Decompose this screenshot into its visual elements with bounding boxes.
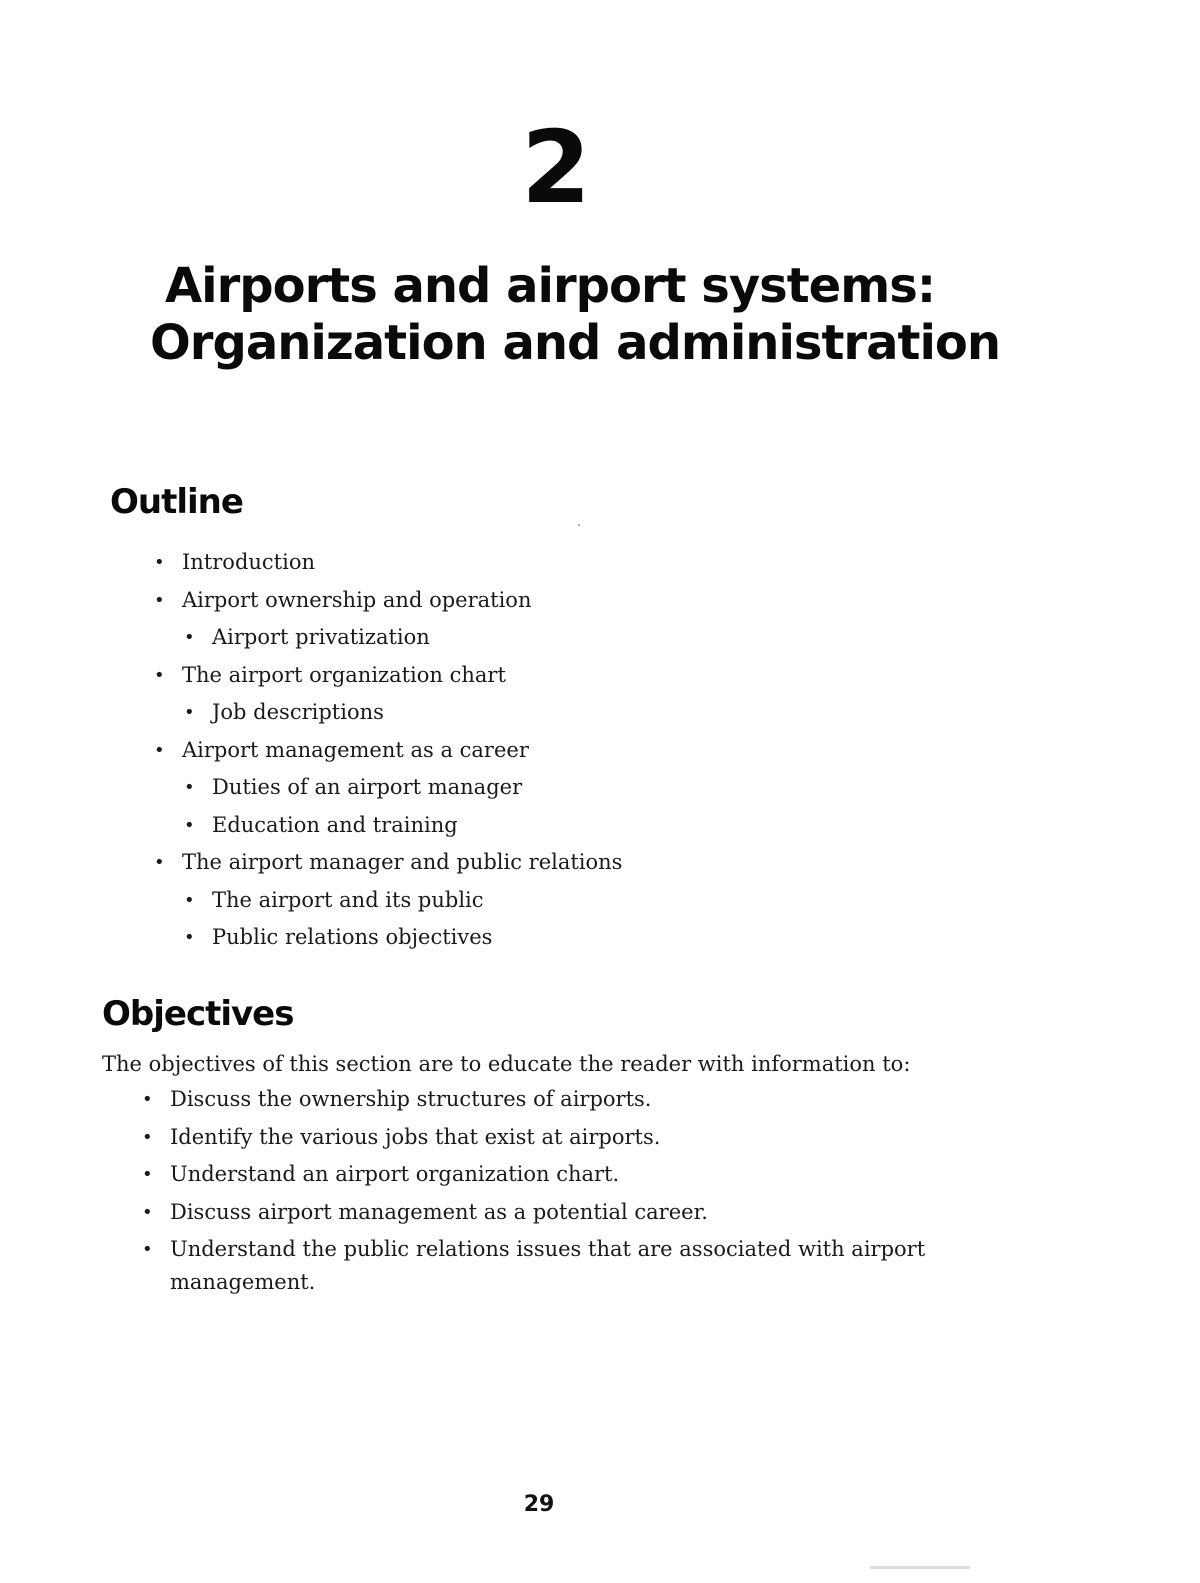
objective-text: Discuss the ownership structures of airports. [170, 1087, 652, 1111]
bullet-icon: • [184, 627, 195, 648]
outline-item [150, 582, 622, 620]
bullet-icon: • [154, 852, 165, 873]
bullet-icon: • [184, 927, 195, 948]
outline-subitem [150, 694, 622, 732]
bullet-icon: • [184, 702, 195, 723]
bullet-icon: • [154, 739, 165, 761]
outline-item-label: Introduction [182, 550, 315, 574]
chapter-title-line-1: Airports and airport systems: [164, 258, 936, 314]
bullet-icon: • [184, 777, 195, 798]
objective-item [140, 1196, 960, 1229]
objective-item [140, 1158, 960, 1191]
objective-text: Identify the various jobs that exist at airports. [170, 1124, 661, 1149]
objective-item [140, 1233, 960, 1299]
outline-item [150, 544, 622, 582]
bullet-icon: • [142, 1239, 153, 1260]
bullet-icon: • [154, 589, 165, 611]
outline-item [150, 844, 622, 882]
bullet-icon: • [154, 552, 165, 573]
objectives-list [140, 1083, 960, 1304]
outline-item-label: The airport organization chart [182, 662, 506, 687]
scan-edge-mark [870, 1566, 970, 1569]
bullet-icon: • [142, 1089, 153, 1110]
outline-subitem [150, 807, 622, 845]
chapter-number: 2 [521, 109, 589, 226]
outline-item-label: The airport and its public [212, 887, 484, 912]
outline-item-label: The airport manager and public relations [182, 850, 623, 874]
objective-text: Understand the public relations issues that are associated with airport management. [170, 1237, 926, 1294]
page-number: 29 [523, 1492, 555, 1517]
outline-item-label: Public relations objectives [212, 925, 493, 949]
outline-subitem [150, 919, 622, 957]
bullet-icon: • [184, 814, 195, 836]
outline-heading: Outline [110, 482, 243, 522]
bullet-icon: • [154, 664, 165, 686]
outline-subitem [150, 769, 622, 807]
objectives-heading: Objectives [102, 994, 294, 1034]
outline-item-label: Airport ownership and operation [182, 587, 532, 612]
objective-item [140, 1083, 960, 1116]
objectives-intro: The objectives of this section are to educate the reader with information to: [102, 1052, 911, 1076]
bullet-icon: • [142, 1201, 153, 1223]
outline-list [150, 544, 622, 957]
bullet-icon: • [184, 889, 195, 911]
outline-item-label: Education and training [212, 812, 458, 837]
outline-item-label: Airport management as a career [182, 737, 529, 762]
outline-item [150, 657, 622, 695]
objective-text: Understand an airport organization chart. [170, 1162, 620, 1186]
bullet-icon: • [142, 1164, 153, 1185]
objective-item [140, 1121, 960, 1154]
chapter-title-line-2: Organization and administration [150, 315, 1001, 371]
scan-speck [578, 524, 580, 526]
outline-subitem [150, 619, 622, 657]
outline-subitem [150, 882, 622, 920]
outline-item-label: Job descriptions [212, 700, 384, 724]
outline-item [150, 732, 622, 770]
bullet-icon: • [142, 1126, 153, 1148]
outline-item-label: Airport privatization [212, 625, 430, 649]
objective-text: Discuss airport management as a potential career. [170, 1199, 708, 1224]
chapter-title [150, 258, 1001, 372]
outline-item-label: Duties of an airport manager [212, 775, 523, 799]
